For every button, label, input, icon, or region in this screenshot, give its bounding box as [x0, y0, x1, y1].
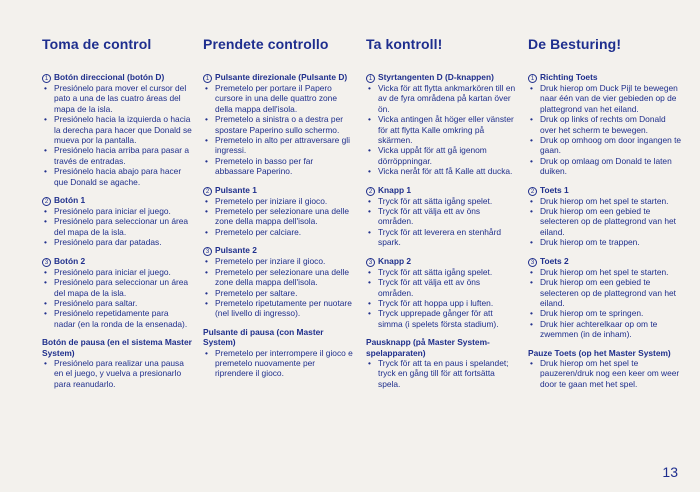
bullet-list — [528, 358, 684, 389]
section-title-text: Pausknapp (på Master System-spelapparaten) — [366, 337, 490, 358]
section-title-text: Pulsante 2 — [215, 245, 257, 256]
list-item: • Presiónelo para seleccionar un área del mapa de la isla. — [42, 216, 192, 237]
list-item: • Presiónelo para seleccionar un área del mapa de la isla. — [42, 277, 192, 298]
section-title — [203, 245, 353, 256]
bullet-list — [366, 83, 516, 177]
list-item: • Druk hierop om het spel te starten. — [528, 196, 684, 206]
control-section — [42, 337, 192, 389]
section-title — [203, 72, 353, 83]
section-title — [366, 256, 516, 267]
list-item: • Druk op omhoog om door ingangen te gaan. — [528, 135, 684, 156]
control-section — [366, 256, 516, 329]
list-item: • Tryck för att sätta igång spelet. — [366, 267, 516, 277]
section-title — [528, 185, 684, 196]
bullet-list — [366, 267, 516, 329]
circled-number: 1 — [366, 74, 375, 83]
column-swedish — [366, 36, 516, 397]
section-title — [366, 72, 516, 83]
column-italian — [203, 36, 353, 387]
control-section — [528, 256, 684, 340]
section-title-text: Botón 1 — [54, 195, 86, 206]
section-title-text: Botón 2 — [54, 255, 86, 266]
circled-number: 1 — [528, 74, 537, 83]
list-item: • Tryck för att leverera en stenhård spark. — [366, 227, 516, 248]
list-item: • Premetelo per interrompere il gioco e premetelo nuovamente per riprendere il gioco. — [203, 348, 353, 379]
list-item: • Presiónelo repetidamente para nadar (en la ronda de la ensenada). — [42, 308, 192, 329]
circled-number: 3 — [42, 258, 51, 267]
list-item: • Premetelo a sinistra o a destra per spostare Paperino sullo schermo. — [203, 114, 353, 135]
column-title: Toma de control — [42, 36, 152, 52]
page-number: 13 — [662, 464, 678, 480]
circled-number: 2 — [203, 187, 212, 196]
section-title — [528, 256, 684, 267]
bullet-list — [203, 256, 353, 318]
list-item: • Premetelo per iniziare il gioco. — [203, 196, 353, 206]
control-section — [528, 185, 684, 248]
list-item: • Presiónelo para saltar. — [42, 298, 192, 308]
circled-number: 3 — [528, 258, 537, 267]
column-title: Prendete controllo — [203, 36, 329, 52]
section-title-text: Pulsante 1 — [215, 184, 257, 195]
section-title — [203, 185, 353, 196]
control-section — [42, 195, 192, 248]
section-title-text: Richting Toets — [540, 72, 598, 82]
column-title: De Besturing! — [528, 36, 622, 52]
bullet-list — [366, 196, 516, 248]
list-item: • Vicka för att flytta ankmarkören till en av de fyra områdena på kartan över ön. — [366, 83, 516, 114]
section-title — [42, 337, 192, 358]
list-item: • Tryck för att ta en paus i spelandet; tryck en gång till för att fortsätta spela. — [366, 358, 516, 389]
list-item: • Premetelo per saltare. — [203, 288, 353, 298]
section-title-text: Toets 2 — [540, 255, 569, 266]
bullet-list — [203, 83, 353, 177]
list-item: • Druk hier achterelkaar op om te zwemmen (in de inham). — [528, 319, 684, 340]
list-item: • Vicka uppåt för att gå igenom dörröppningar. — [366, 145, 516, 166]
list-item: • Druk hierop om een gebied te selecteren op de plattegrond van het eiland. — [528, 206, 684, 237]
list-item: • Premetelo in alto per attraversare gli ingressi. — [203, 135, 353, 156]
list-item: • Presiónelo hacia arriba para pasar a través de entradas. — [42, 145, 192, 166]
bullet-list — [528, 83, 684, 177]
section-title-text: Toets 1 — [540, 184, 569, 195]
circled-number: 2 — [42, 197, 51, 206]
control-section — [366, 72, 516, 177]
control-section — [366, 185, 516, 248]
list-item: • Presiónelo para iniciar el juego. — [42, 206, 192, 216]
circled-number: 1 — [42, 74, 51, 83]
list-item: • Druk hierop om Duck Pijl te bewegen naar één van de vier gebieden op de plattegrond van het eiland. — [528, 83, 684, 114]
list-item: • Presiónelo para realizar una pausa en el juego, y vuelva a presionarlo para reanudarlo. — [42, 358, 192, 389]
list-item: • Premetelo per calciare. — [203, 227, 353, 237]
list-item: • Vicka neråt för att få Kalle att ducka. — [366, 166, 516, 176]
list-item: • Premetelo ripetutamente per nuotare (nel livello di ingresso). — [203, 298, 353, 319]
list-item: • Presiónelo para mover el cursor del pato a una de las cuatro áreas del mapa de la isla. — [42, 83, 192, 114]
list-item: • Premetelo per portare il Papero cursore in una delle quattro zone della mappa dell'isola. — [203, 83, 353, 114]
section-title-text: Knapp 2 — [378, 255, 412, 266]
section-title — [42, 256, 192, 267]
bullet-list — [203, 348, 353, 379]
section-title — [366, 337, 516, 358]
list-item: • Tryck för att välja ett av öns områden. — [366, 206, 516, 227]
bullet-list — [528, 196, 684, 248]
list-item: • Presiónelo hacia abajo para hacer que Donald se agache. — [42, 166, 192, 187]
circled-number: 3 — [366, 258, 375, 267]
list-item: • Premetelo per inziare il gioco. — [203, 256, 353, 266]
section-title-text: Pauze Toets (op het Master System) — [528, 347, 671, 358]
list-item: • Presiónelo hacia la izquierda o hacia la derecha para hacer que Donald se mueva por la pantalla. — [42, 114, 192, 145]
column-title: Ta kontroll! — [366, 36, 443, 52]
circled-number: 3 — [203, 247, 212, 256]
list-item: • Vicka antingen åt höger eller vänster för att flytta Kalle omkring på skärmen. — [366, 114, 516, 145]
control-section — [42, 72, 192, 187]
bullet-list — [528, 267, 684, 340]
section-title — [203, 327, 353, 348]
section-title-text: Pulsante direzionale (Pulsante D) — [215, 72, 348, 82]
bullet-list — [42, 358, 192, 389]
list-item: • Druk hierop om het spel te starten. — [528, 267, 684, 277]
list-item: • Tryck för att sätta igång spelet. — [366, 196, 516, 206]
bullet-list — [42, 206, 192, 248]
list-item: • Tryck för att hoppa upp i luften. — [366, 298, 516, 308]
control-section — [528, 72, 684, 177]
column-spanish — [42, 36, 192, 397]
list-item: • Druk hierop om het spel te pauzeren/druk nog een keer om weer door te gaan met het spel. — [528, 358, 684, 389]
list-item: • Druk hierop om te springen. — [528, 308, 684, 318]
control-section — [203, 185, 353, 238]
bullet-list — [203, 196, 353, 238]
list-item: • Druk hierop om een gebied te selecteren op de plattegrond van het eiland. — [528, 277, 684, 308]
section-title-text: Botón direccional (botón D) — [54, 72, 165, 82]
section-title — [42, 72, 192, 83]
list-item: • Tryck upprepade gånger för att simma (i spelets första stadium). — [366, 308, 516, 329]
circled-number: 2 — [366, 187, 375, 196]
control-section — [366, 337, 516, 389]
section-title-text: Styrtangenten D (D-knappen) — [378, 72, 494, 82]
bullet-list — [366, 358, 516, 389]
section-title-text: Pulsante di pausa (con Master System) — [203, 326, 324, 348]
bullet-list — [42, 83, 192, 187]
control-section — [203, 72, 353, 177]
list-item: • Druk op omlaag om Donald te laten duiken. — [528, 156, 684, 177]
list-item: • Druk op links of rechts om Donald over het scherm te bewegen. — [528, 114, 684, 135]
list-item: • Premetelo in basso per far abbassare Paperino. — [203, 156, 353, 177]
list-item: • Presiónelo para dar patadas. — [42, 237, 192, 247]
bullet-list — [42, 267, 192, 329]
control-section — [203, 327, 353, 379]
column-dutch — [528, 36, 684, 397]
section-title — [366, 185, 516, 196]
section-title — [528, 348, 684, 358]
list-item: • Presiónelo para iniciar el juego. — [42, 267, 192, 277]
list-item: • Premetelo per selezionare una delle zone della mappa dell'isola. — [203, 267, 353, 288]
list-item: • Tryck för att välja ett av öns områden. — [366, 277, 516, 298]
control-section — [528, 348, 684, 390]
section-title-text: Botón de pausa (en el sistema Master System) — [42, 337, 192, 358]
list-item: • Druk hierop om te trappen. — [528, 237, 684, 247]
section-title — [42, 195, 192, 206]
section-title-text: Knapp 1 — [378, 184, 412, 195]
circled-number: 2 — [528, 187, 537, 196]
control-section — [203, 245, 353, 318]
list-item: • Premetelo per selezionare una delle zone della mappa dell'isola. — [203, 206, 353, 227]
section-title — [528, 72, 684, 83]
circled-number: 1 — [203, 74, 212, 83]
control-section — [42, 256, 192, 329]
